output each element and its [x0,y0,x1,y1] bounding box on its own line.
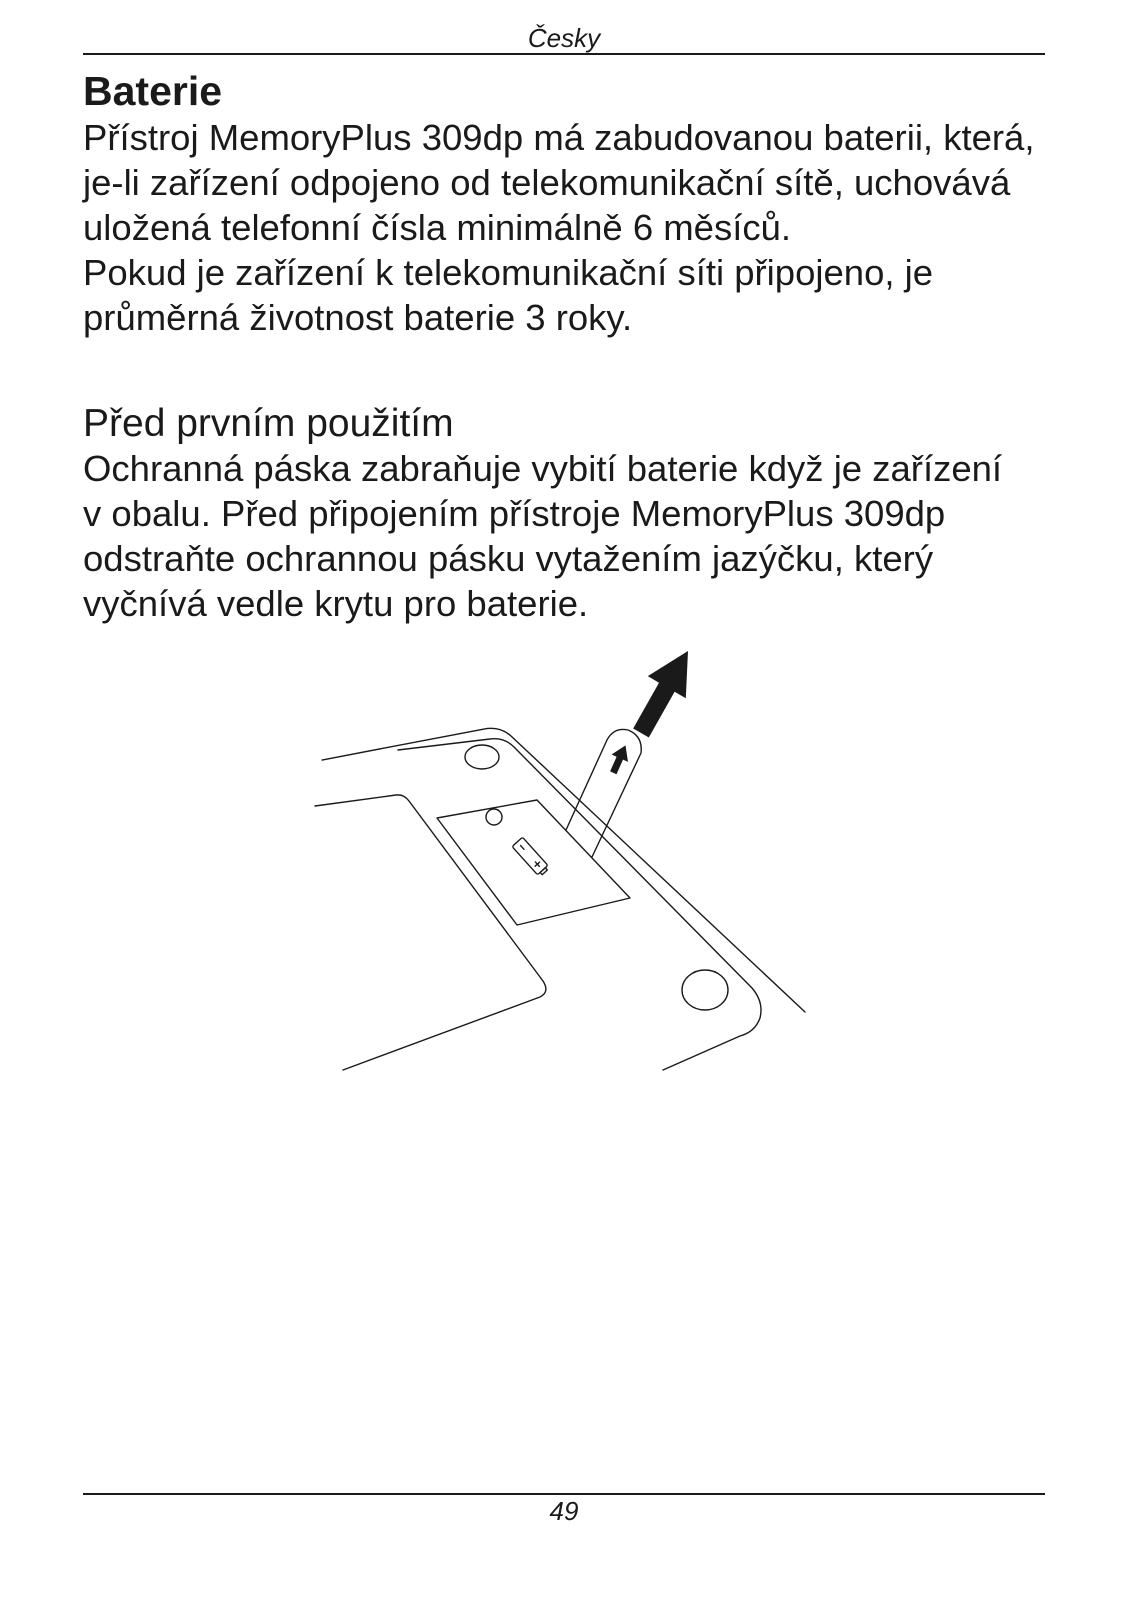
device-base-edge [398,739,761,1070]
tab-arrow-icon [610,745,628,774]
paragraph-line: Přístroj MemoryPlus 309dp má zabudovanou baterii, která, [83,117,1035,158]
language-header: Česky [527,23,601,53]
battery-cover [437,800,630,925]
rubber-foot-top [465,745,499,769]
paragraph-line: je-li zařízení odpojeno od telekomunikační sítě, uchovává [83,162,1011,203]
subsection-title: Před prvním použitím [83,402,454,445]
section-title: Baterie [83,68,223,114]
page-number: 49 [549,1496,579,1526]
battery-icon [512,837,550,877]
footer-rule [83,1493,1045,1495]
battery-body [512,837,548,875]
battery-minus-sign [521,846,524,850]
rubber-foot-bottom [682,970,728,1010]
header-rule [83,53,1045,55]
bottom-panel-outline [315,795,546,1070]
paragraph-line: v obalu. Před připojením přístroje MemoryPlus 309dp [83,493,946,534]
paragraph-line: uložená telefonní čísla minimálně 6 měsíců. [83,207,792,248]
paragraph-line: odstraňte ochrannou pásku vytažením jazýčku, který [83,538,934,579]
battery-paragraph [83,115,1035,340]
pull-direction-arrow-icon [633,651,688,738]
battery-plus-sign [533,860,541,868]
device-outer-edge [322,728,805,1012]
battery-terminal [540,868,547,875]
paragraph-line: Ochranná páska zabraňuje vybití baterie když je zařízení [83,448,1003,489]
battery-tape-illustration [300,630,820,1080]
battery-cover-screw [486,809,502,825]
paragraph-line: průměrná životnost baterie 3 roky. [83,297,633,338]
first-use-paragraph [83,446,1002,626]
paragraph-line: Pokud je zařízení k telekomunikační síti připojeno, je [83,252,934,293]
paragraph-line: vyčnívá vedle krytu pro baterie. [83,583,589,624]
